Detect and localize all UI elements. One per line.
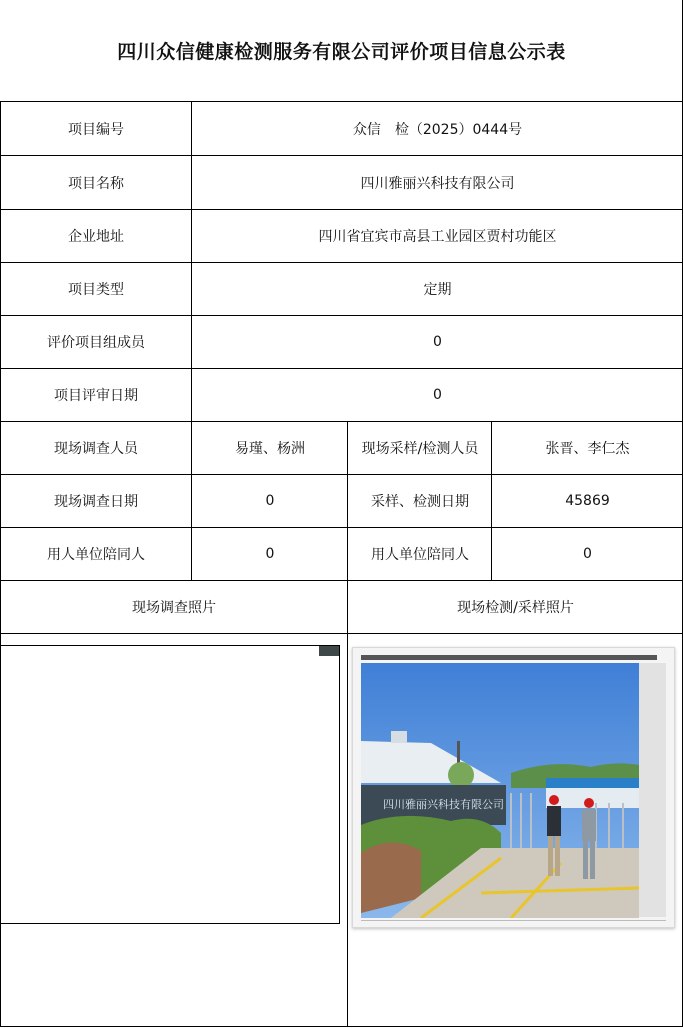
label-team-members: 评价项目组成员 <box>0 316 192 369</box>
label-survey-date: 现场调查日期 <box>0 475 192 528</box>
value-team-members: 0 <box>192 316 683 369</box>
survey-photo-placeholder <box>0 645 340 924</box>
photo-sign-text: 四川雅丽兴科技有限公司 <box>383 798 504 811</box>
value-survey-date: 0 <box>192 475 348 528</box>
value-project-number: 众信 检（2025）0444号 <box>192 102 683 156</box>
label-sampling-date: 采样、检测日期 <box>348 475 492 528</box>
value-project-name: 四川雅丽兴科技有限公司 <box>192 156 683 210</box>
photo-side-margin <box>638 663 666 917</box>
value-escort-2: 0 <box>492 528 683 581</box>
label-sampling-staff: 现场采样/检测人员 <box>348 422 492 475</box>
grid-line <box>491 422 492 581</box>
value-sampling-date: 45869 <box>492 475 683 528</box>
sampling-photo <box>361 663 639 918</box>
label-company-address: 企业地址 <box>0 210 192 263</box>
value-sampling-staff: 张晋、李仁杰 <box>492 422 683 475</box>
grid-line <box>347 422 348 1027</box>
image-corner-mark <box>319 646 339 656</box>
grid-line <box>191 102 192 581</box>
photo-top-bar <box>361 655 657 660</box>
page-title: 四川众信健康检测服务有限公司评价项目信息公示表 <box>0 0 683 102</box>
value-company-address: 四川省宜宾市高县工业园区贾村功能区 <box>192 210 683 263</box>
label-escort-1: 用人单位陪同人 <box>0 528 192 581</box>
sampling-photos-heading: 现场检测/采样照片 <box>348 581 683 634</box>
value-review-date: 0 <box>192 369 683 422</box>
sampling-photo-frame <box>352 647 675 928</box>
site-photo-illustration <box>361 663 639 918</box>
value-escort-1: 0 <box>192 528 348 581</box>
survey-photos-heading: 现场调查照片 <box>0 581 348 634</box>
value-survey-staff: 易瑾、杨洲 <box>192 422 348 475</box>
label-project-type: 项目类型 <box>0 263 192 316</box>
photo-bottom-line <box>361 920 666 921</box>
label-survey-staff: 现场调查人员 <box>0 422 192 475</box>
label-project-name: 项目名称 <box>0 156 192 210</box>
value-project-type: 定期 <box>192 263 683 316</box>
label-review-date: 项目评审日期 <box>0 369 192 422</box>
label-escort-2: 用人单位陪同人 <box>348 528 492 581</box>
label-project-number: 项目编号 <box>0 102 192 156</box>
